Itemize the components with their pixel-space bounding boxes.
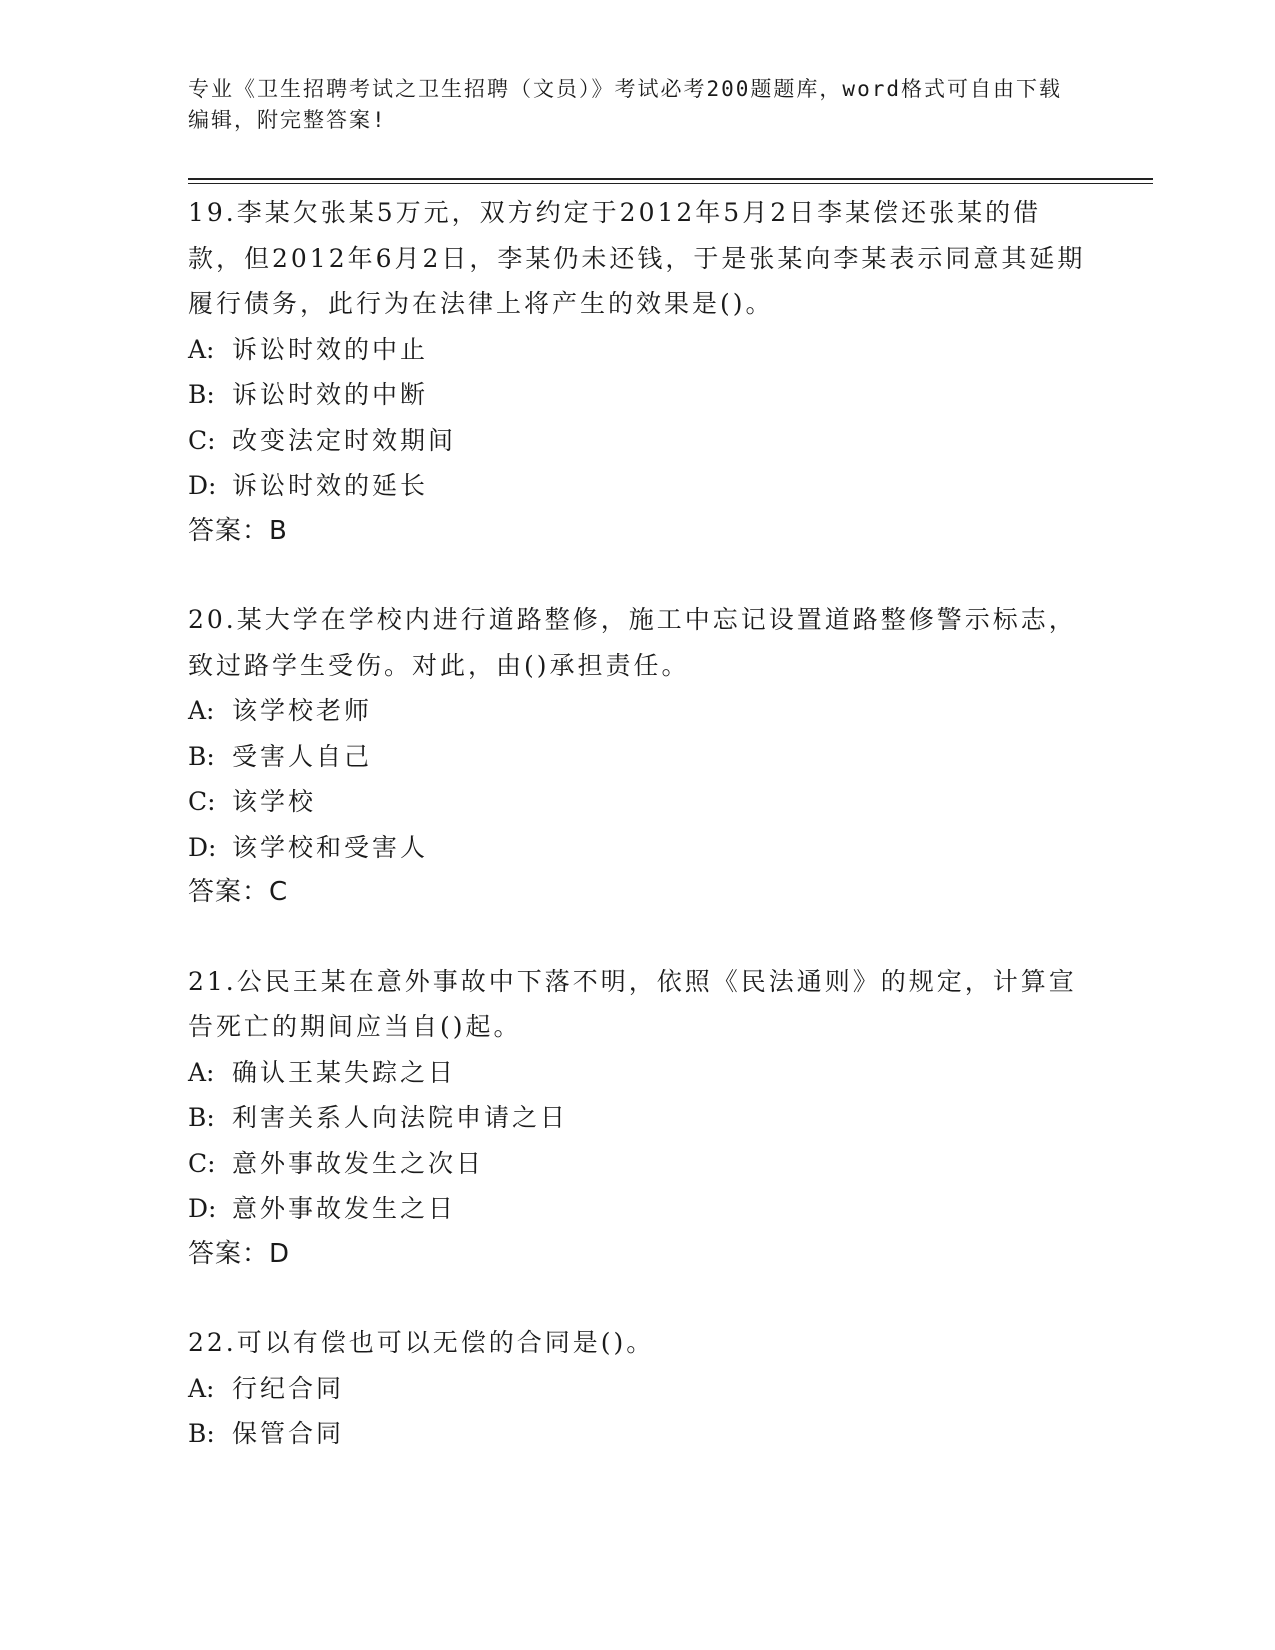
option-a bbox=[188, 1366, 1088, 1412]
option-a bbox=[188, 327, 1088, 373]
option-key: D: bbox=[188, 832, 217, 862]
option-key: D: bbox=[188, 1194, 217, 1223]
header-divider-thick bbox=[188, 178, 1153, 180]
question-19 bbox=[188, 190, 1088, 554]
option-key: B: bbox=[188, 1419, 215, 1448]
option-text: 该学校老师 bbox=[232, 696, 373, 725]
option-a bbox=[188, 688, 1088, 734]
option-text: 意外事故发生之日 bbox=[232, 1194, 457, 1223]
option-key: C: bbox=[188, 1148, 216, 1178]
option-key: C: bbox=[188, 425, 216, 455]
question-stem: 20.某大学在学校内进行道路整修，施工中忘记设置道路整修警示标志，致过路学生受伤。对此，由()承担责任。 bbox=[188, 605, 1077, 680]
option-a bbox=[188, 1050, 1088, 1096]
option-key: A: bbox=[188, 1373, 215, 1403]
option-b bbox=[188, 372, 1088, 418]
question-stem: 22.可以有偿也可以无偿的合同是()。 bbox=[188, 1328, 655, 1357]
option-text: 利害关系人向法院申请之日 bbox=[232, 1103, 569, 1132]
option-text: 意外事故发生之次日 bbox=[232, 1148, 485, 1178]
option-c bbox=[188, 779, 1088, 825]
option-text: 该学校 bbox=[232, 787, 317, 816]
option-text: 保管合同 bbox=[232, 1419, 345, 1448]
option-key: A: bbox=[188, 1057, 215, 1087]
option-text: 行纪合同 bbox=[232, 1373, 345, 1403]
option-key: A: bbox=[188, 334, 215, 364]
option-text: 诉讼时效的中止 bbox=[232, 334, 429, 364]
question-22 bbox=[188, 1320, 1088, 1457]
option-text: 确认王某失踪之日 bbox=[232, 1057, 457, 1087]
option-key: D: bbox=[188, 471, 217, 500]
question-20 bbox=[188, 597, 1088, 916]
answer-line: 答案：C bbox=[188, 877, 289, 907]
question-stem: 21.公民王某在意外事故中下落不明，依照《民法通则》的规定，计算宣告死亡的期间应当自()起。 bbox=[188, 966, 1077, 1041]
option-text: 诉讼时效的延长 bbox=[232, 471, 429, 500]
option-key: B: bbox=[188, 380, 215, 409]
answer-line: 答案：D bbox=[188, 1238, 291, 1269]
header-divider-thin bbox=[188, 183, 1153, 184]
answer-line: 答案：B bbox=[188, 515, 288, 546]
option-text: 诉讼时效的中断 bbox=[232, 380, 429, 409]
option-b bbox=[188, 1095, 1088, 1141]
option-key: B: bbox=[188, 1103, 215, 1132]
option-c bbox=[188, 1141, 1088, 1187]
option-text: 受害人自己 bbox=[232, 741, 373, 771]
question-stem: 19.李某欠张某5万元，双方约定于2012年5月2日李某偿还张某的借款，但2012年6月2日，李某仍未还钱，于是张某向李某表示同意其延期履行债务，此行为在法律上将产生的效果是()。 bbox=[188, 198, 1086, 318]
option-text: 改变法定时效期间 bbox=[232, 425, 457, 455]
option-text: 该学校和受害人 bbox=[232, 832, 429, 862]
option-d bbox=[188, 463, 1088, 509]
option-d bbox=[188, 825, 1088, 871]
question-list bbox=[188, 190, 1088, 1500]
option-d bbox=[188, 1186, 1088, 1232]
option-b bbox=[188, 1411, 1088, 1457]
option-key: A: bbox=[188, 696, 215, 725]
option-key: B: bbox=[188, 741, 215, 771]
option-key: C: bbox=[188, 787, 216, 816]
option-c bbox=[188, 418, 1088, 464]
question-21 bbox=[188, 959, 1088, 1278]
document-header: 专业《卫生招聘考试之卫生招聘（文员）》考试必考200题题库，word格式可自由下载编辑，附完整答案! bbox=[188, 77, 1062, 132]
option-b bbox=[188, 734, 1088, 780]
